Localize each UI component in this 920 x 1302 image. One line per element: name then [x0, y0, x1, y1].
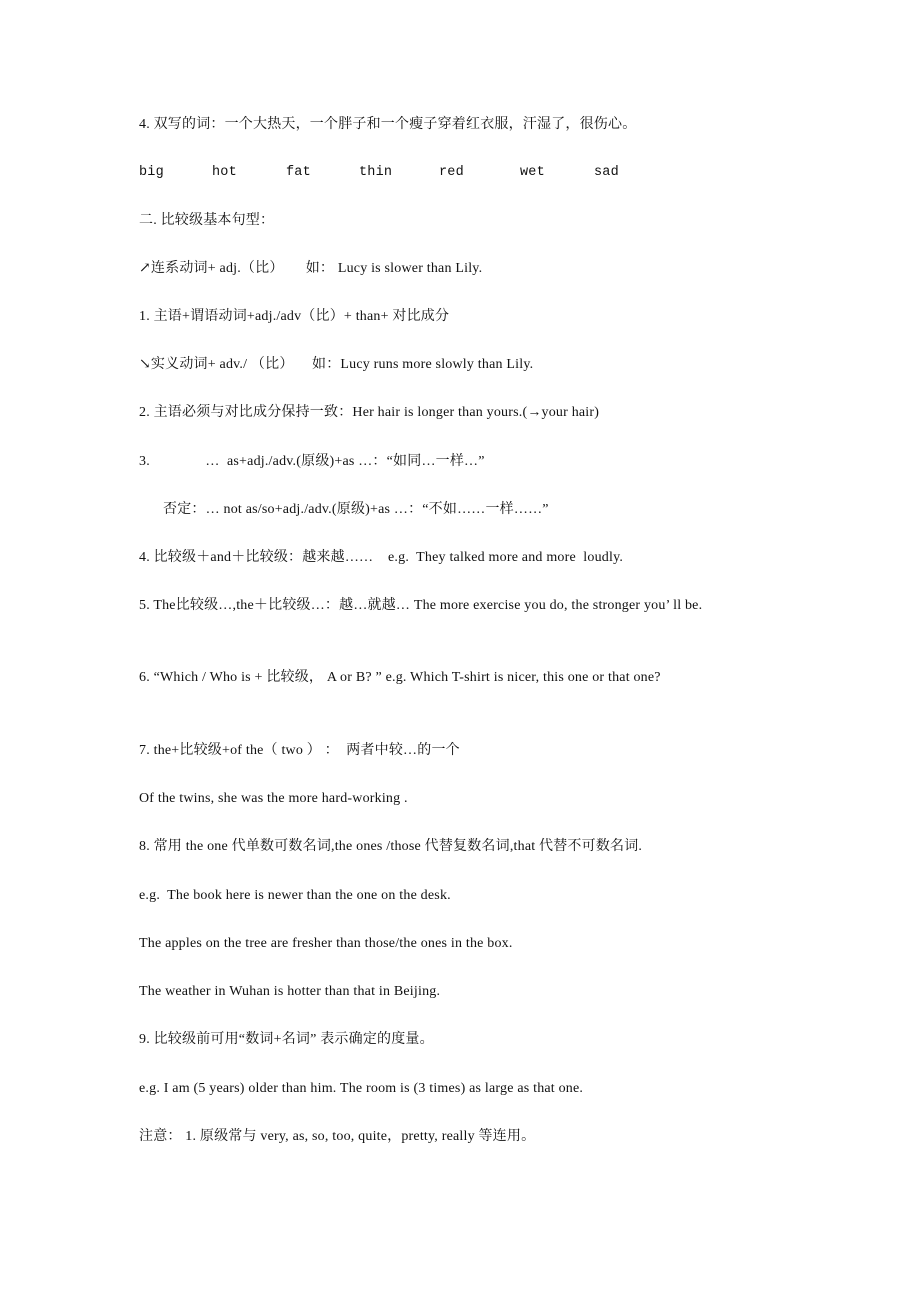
word-sad: sad — [594, 165, 619, 180]
double-words-row — [0, 161, 920, 185]
rule-8-example-3: The weather in Wuhan is hotter than that in Beijing. — [139, 984, 441, 999]
pattern-linking-verb: ↗连系动词+ adj.（比） 如： Lucy is slower than Lily. — [139, 261, 483, 276]
section-heading-comparative: 二. 比较级基本句型： — [139, 213, 275, 228]
rule-4: 4. 比较级＋and＋比较级：越来越…… e.g. They talked more and more loudly. — [139, 550, 624, 565]
rule-3-negative: 否定：… not as/so+adj./adv.(原级)+as …：“不如……一样……” — [163, 502, 549, 517]
rule-9: 9. 比较级前可用“数词+名词” 表示确定的度量。 — [139, 1032, 434, 1047]
rule-8-example-2: The apples on the tree are fresher than those/the ones in the box. — [139, 936, 513, 951]
rule-2: 2. 主语必须与对比成分保持一致：Her hair is longer than yours.(→your hair) — [139, 405, 600, 420]
rule-7: 7. the+比较级+of the（ two ） ： 两者中较…的一个 — [139, 743, 460, 758]
rule-8: 8. 常用 the one 代单数可数名词,the ones /those 代替复数名词,that 代替不可数名词. — [139, 839, 643, 854]
rule-9-example: e.g. I am (5 years) older than him. The room is (3 times) as large as that one. — [139, 1081, 584, 1096]
pattern-action-verb: ↘实义动词+ adv./ （比） 如：Lucy runs more slowly than Lily. — [139, 357, 534, 372]
rule-8-example-1: e.g. The book here is newer than the one on the desk. — [139, 888, 451, 903]
word-red: red — [439, 165, 464, 180]
word-fat: fat — [286, 165, 311, 180]
rule-4-double-consonant: 4. 双写的词：一个大热天，一个胖子和一个瘦子穿着红衣服，汗湿了，很伤心。 — [139, 117, 637, 132]
rule-3: 3. … as+adj./adv.(原级)+as …：“如同…一样…” — [139, 454, 485, 469]
rule-1: 1. 主语+谓语动词+adj./adv（比）+ than+ 对比成分 — [139, 309, 450, 324]
word-wet: wet — [520, 165, 545, 180]
word-hot: hot — [212, 165, 237, 180]
note-1: 注意： 1. 原级常与 very, as, so, too, quite，pretty, really 等连用。 — [139, 1129, 536, 1144]
rule-5: 5. The比较级…,the＋比较级…：越…就越… The more exercise you do, the stronger you’ ll be. — [139, 598, 703, 613]
word-big: big — [139, 165, 164, 180]
rule-7-example: Of the twins, she was the more hard-working . — [139, 791, 408, 806]
rule-6: 6. “Which / Who is + 比较级， A or B? ” e.g. Which T-shirt is nicer, this one or that one? — [139, 670, 661, 685]
word-thin: thin — [359, 165, 393, 180]
